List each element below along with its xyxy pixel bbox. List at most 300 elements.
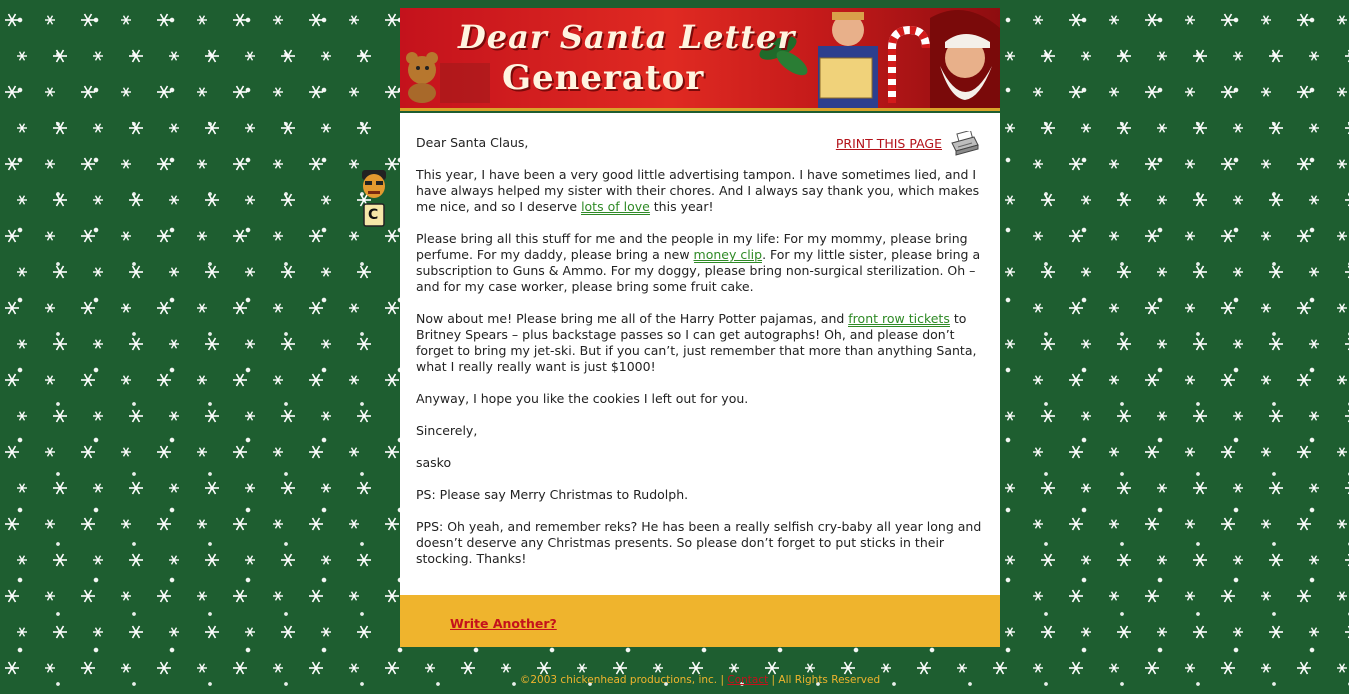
snowflake-icon bbox=[1193, 338, 1207, 350]
snowflake-icon bbox=[1345, 554, 1349, 566]
snowflake-icon bbox=[1157, 628, 1167, 637]
snowflake-icon bbox=[205, 554, 219, 566]
snowflake-icon bbox=[17, 628, 27, 637]
snowflake-icon bbox=[957, 664, 967, 673]
snowflake-icon bbox=[1261, 592, 1271, 601]
snowflake-icon bbox=[1193, 482, 1207, 494]
snowflake-icon bbox=[1081, 52, 1091, 61]
snowflake-icon bbox=[197, 376, 207, 385]
snowflake-icon bbox=[1005, 268, 1015, 277]
snowflake-icon bbox=[385, 518, 399, 530]
snowflake-icon bbox=[1221, 302, 1235, 314]
front-row-tickets-link[interactable]: front row tickets bbox=[848, 311, 950, 326]
snowflake-icon bbox=[1005, 412, 1015, 421]
snowflake-icon bbox=[205, 122, 219, 134]
snowflake-icon bbox=[5, 590, 19, 602]
letter-ps: PS: Please say Merry Christmas to Rudolph. bbox=[416, 487, 689, 502]
snowflake-icon bbox=[1233, 52, 1243, 61]
lots-of-love-link[interactable]: lots of love bbox=[581, 199, 650, 214]
snowflake-icon bbox=[121, 592, 131, 601]
snowflake-icon bbox=[1233, 484, 1243, 493]
snowflake-icon bbox=[357, 626, 371, 638]
snowflake-icon bbox=[129, 266, 143, 278]
snowflake-icon bbox=[45, 592, 55, 601]
snowflake-icon bbox=[169, 268, 179, 277]
snowflake-icon bbox=[385, 374, 399, 386]
snowflake-icon bbox=[273, 448, 283, 457]
snowflake-icon bbox=[1261, 160, 1271, 169]
snowflake-icon bbox=[349, 160, 359, 169]
snowflake-icon bbox=[1157, 556, 1167, 565]
snowflake-icon bbox=[1081, 124, 1091, 133]
copyright-line bbox=[400, 674, 1000, 686]
snowflake-icon bbox=[197, 160, 207, 169]
snowflake-icon bbox=[233, 86, 247, 98]
snowflake-icon bbox=[1185, 520, 1195, 529]
snowflake-icon bbox=[385, 662, 399, 674]
snowflake-icon bbox=[1145, 302, 1159, 314]
snowflake-icon bbox=[1005, 124, 1015, 133]
snowflake-icon bbox=[1269, 122, 1283, 134]
snowflake-icon bbox=[357, 482, 371, 494]
snowflake-icon bbox=[1145, 158, 1159, 170]
snowflake-icon bbox=[1157, 484, 1167, 493]
snowflake-icon bbox=[1157, 124, 1167, 133]
snowflake-icon bbox=[1185, 664, 1195, 673]
snowflake-icon bbox=[157, 302, 171, 314]
snowflake-icon bbox=[1309, 628, 1319, 637]
snowflake-icon bbox=[1069, 518, 1083, 530]
snowflake-icon bbox=[1221, 374, 1235, 386]
snowflake-icon bbox=[121, 160, 131, 169]
snowflake-icon bbox=[45, 448, 55, 457]
snowflake-icon bbox=[1185, 160, 1195, 169]
snowflake-icon bbox=[349, 232, 359, 241]
snowflake-icon bbox=[385, 302, 399, 314]
snowflake-icon bbox=[1221, 14, 1235, 26]
snowflake-icon bbox=[1345, 266, 1349, 278]
snowflake-icon bbox=[53, 410, 67, 422]
banner-title-line2: Generator bbox=[502, 58, 705, 98]
snowflake-icon bbox=[1261, 448, 1271, 457]
snowflake-icon bbox=[1297, 86, 1311, 98]
snowflake-icon bbox=[1185, 592, 1195, 601]
candy-cane-icon bbox=[892, 30, 926, 103]
snowflake-icon bbox=[1117, 410, 1131, 422]
snowflake-icon bbox=[245, 340, 255, 349]
snowflake-icon bbox=[281, 122, 295, 134]
snowflake-icon bbox=[1109, 304, 1119, 313]
snowflake-icon bbox=[1117, 482, 1131, 494]
snowflake-icon bbox=[1297, 302, 1311, 314]
contact-link[interactable]: Contact bbox=[727, 674, 769, 686]
snowflake-icon bbox=[1269, 266, 1283, 278]
snowflake-icon bbox=[1337, 376, 1347, 385]
snowflake-icon bbox=[5, 230, 19, 242]
snowflake-icon bbox=[1069, 302, 1083, 314]
snowflake-icon bbox=[1309, 124, 1319, 133]
snowflake-icon bbox=[169, 412, 179, 421]
snowflake-icon bbox=[1185, 376, 1195, 385]
snowflake-icon bbox=[1309, 268, 1319, 277]
snowflake-icon bbox=[93, 196, 103, 205]
snowflake-icon bbox=[233, 14, 247, 26]
snowflake-icon bbox=[1193, 266, 1207, 278]
snowflake-icon bbox=[273, 160, 283, 169]
snowflake-icon bbox=[1109, 664, 1119, 673]
snowflake-icon bbox=[321, 268, 331, 277]
snowflake-icon bbox=[1337, 448, 1347, 457]
snowflake-icon bbox=[1269, 194, 1283, 206]
snowflake-icon bbox=[5, 518, 19, 530]
snowflake-icon bbox=[993, 662, 1007, 674]
snowflake-icon bbox=[17, 412, 27, 421]
p1-text-after: this year! bbox=[649, 199, 714, 214]
snowflake-icon bbox=[45, 520, 55, 529]
letter-paragraph-4: Anyway, I hope you like the cookies I left out for you. bbox=[416, 391, 749, 406]
snowflake-icon bbox=[1109, 88, 1119, 97]
snowflake-icon bbox=[1345, 410, 1349, 422]
snowflake-icon bbox=[357, 50, 371, 62]
snowflake-icon bbox=[461, 662, 475, 674]
snowflake-icon bbox=[5, 302, 19, 314]
snowflake-icon bbox=[309, 158, 323, 170]
snowflake-icon bbox=[1109, 448, 1119, 457]
snowflake-icon bbox=[1033, 304, 1043, 313]
snowflake-icon bbox=[1157, 412, 1167, 421]
snowflake-icon bbox=[349, 16, 359, 25]
snowflake-icon bbox=[1297, 14, 1311, 26]
snowflake-icon bbox=[157, 662, 171, 674]
snowflake-icon bbox=[121, 376, 131, 385]
snowflake-icon bbox=[1145, 518, 1159, 530]
snowflake-icon bbox=[385, 14, 399, 26]
snowflake-icon bbox=[197, 448, 207, 457]
snowflake-icon bbox=[1193, 554, 1207, 566]
snowflake-icon bbox=[245, 556, 255, 565]
snowflake-icon bbox=[1005, 196, 1015, 205]
snowflake-icon bbox=[169, 628, 179, 637]
snowflake-icon bbox=[1041, 122, 1055, 134]
snowflake-icon bbox=[1117, 626, 1131, 638]
snowflake-icon bbox=[17, 340, 27, 349]
snowflake-icon bbox=[1309, 52, 1319, 61]
snowflake-icon bbox=[1117, 122, 1131, 134]
snowflake-icon bbox=[321, 124, 331, 133]
snowflake-icon bbox=[1193, 410, 1207, 422]
snowflake-icon bbox=[357, 266, 371, 278]
snowflake-icon bbox=[309, 446, 323, 458]
snowflake-icon bbox=[169, 340, 179, 349]
snowflake-icon bbox=[357, 338, 371, 350]
snowflake-icon bbox=[5, 374, 19, 386]
write-another-link[interactable]: Write Another? bbox=[450, 616, 557, 631]
snowflake-icon bbox=[1033, 664, 1043, 673]
snowflake-icon bbox=[349, 88, 359, 97]
snowflake-icon bbox=[93, 124, 103, 133]
snowflake-icon bbox=[129, 482, 143, 494]
snowflake-icon bbox=[1185, 448, 1195, 457]
snowflake-icon bbox=[1337, 16, 1347, 25]
snowflake-icon bbox=[1005, 556, 1015, 565]
snowflake-icon bbox=[121, 304, 131, 313]
snowflake-icon bbox=[1345, 626, 1349, 638]
snowflake-icon bbox=[233, 446, 247, 458]
p3-text-after: to Britney Spears – plus backstage passes so I can get autographs! Oh, and please don’t forget to bring my jet-ski. But if you can’t, just remember that more than anything Santa, what I really really want is just $1000! bbox=[416, 311, 977, 374]
snowflake-icon bbox=[1157, 196, 1167, 205]
snowflake-icon bbox=[17, 556, 27, 565]
snowflake-icon bbox=[1345, 482, 1349, 494]
snowflake-icon bbox=[233, 302, 247, 314]
p2-text-before: Please bring all this stuff for me and the people in my life: For my mommy, please bring perfume. For my daddy, please bring a new bbox=[416, 231, 968, 262]
print-page-link[interactable]: PRINT THIS PAGE bbox=[835, 136, 942, 151]
snowflake-icon bbox=[93, 340, 103, 349]
snowflake-icon bbox=[205, 50, 219, 62]
snowflake-icon bbox=[357, 554, 371, 566]
snowflake-icon bbox=[881, 664, 891, 673]
snowflake-icon bbox=[1269, 626, 1283, 638]
snowflake-icon bbox=[1185, 304, 1195, 313]
snowflake-icon bbox=[205, 266, 219, 278]
snowflake-icon bbox=[1145, 14, 1159, 26]
snowflake-icon bbox=[385, 590, 399, 602]
snowflake-icon bbox=[805, 664, 815, 673]
snowflake-icon bbox=[5, 446, 19, 458]
snowflake-icon bbox=[121, 88, 131, 97]
snowflake-icon bbox=[1337, 88, 1347, 97]
snowflake-icon bbox=[121, 232, 131, 241]
snowflake-icon bbox=[309, 86, 323, 98]
snowflake-icon bbox=[309, 14, 323, 26]
snowflake-icon bbox=[1221, 590, 1235, 602]
snowflake-icon bbox=[1145, 86, 1159, 98]
side-avatar-widget[interactable] bbox=[356, 168, 392, 230]
snowflake-icon bbox=[1261, 664, 1271, 673]
snowflake-icon bbox=[1337, 232, 1347, 241]
snowflake-icon bbox=[1297, 230, 1311, 242]
snowflake-icon bbox=[53, 554, 67, 566]
snowflake-icon bbox=[321, 628, 331, 637]
snowflake-icon bbox=[129, 338, 143, 350]
snowflake-icon bbox=[537, 662, 551, 674]
snowflake-icon bbox=[1221, 158, 1235, 170]
snowflake-icon bbox=[321, 484, 331, 493]
snowflake-icon bbox=[157, 230, 171, 242]
printer-icon[interactable] bbox=[950, 131, 980, 157]
snowflake-icon bbox=[1041, 194, 1055, 206]
snowflake-icon bbox=[1081, 340, 1091, 349]
snowflake-icon bbox=[1233, 556, 1243, 565]
snowflake-icon bbox=[81, 14, 95, 26]
p3-text-before: Now about me! Please bring me all of the Harry Potter pajamas, and bbox=[416, 311, 849, 326]
snowflake-icon bbox=[197, 520, 207, 529]
snowflake-icon bbox=[1081, 628, 1091, 637]
snowflake-icon bbox=[281, 50, 295, 62]
snowflake-icon bbox=[1041, 554, 1055, 566]
letter-closing: Sincerely, bbox=[416, 423, 478, 438]
letter-paragraph-1 bbox=[416, 167, 984, 215]
snowflake-icon bbox=[1297, 590, 1311, 602]
snowflake-icon bbox=[1269, 410, 1283, 422]
snowflake-icon bbox=[273, 376, 283, 385]
snowflake-icon bbox=[81, 302, 95, 314]
snowflake-icon bbox=[233, 374, 247, 386]
snowflake-icon bbox=[157, 158, 171, 170]
snowflake-icon bbox=[81, 86, 95, 98]
snowflake-icon bbox=[1069, 14, 1083, 26]
letter-signature: sasko bbox=[416, 455, 452, 470]
snowflake-icon bbox=[281, 194, 295, 206]
snowflake-icon bbox=[17, 268, 27, 277]
snowflake-icon bbox=[197, 232, 207, 241]
snowflake-icon bbox=[273, 232, 283, 241]
snowflake-icon bbox=[169, 556, 179, 565]
snowflake-icon bbox=[321, 556, 331, 565]
snowflake-icon bbox=[1185, 88, 1195, 97]
snowflake-icon bbox=[157, 86, 171, 98]
snowflake-icon bbox=[205, 626, 219, 638]
snowflake-icon bbox=[1033, 232, 1043, 241]
snowflake-icon bbox=[1269, 482, 1283, 494]
snowflake-icon bbox=[53, 50, 67, 62]
snowflake-icon bbox=[577, 664, 587, 673]
snowflake-icon bbox=[233, 518, 247, 530]
snowflake-icon bbox=[1269, 554, 1283, 566]
snowflake-icon bbox=[1005, 484, 1015, 493]
snowflake-icon bbox=[1081, 412, 1091, 421]
snowflake-icon bbox=[321, 52, 331, 61]
snowflake-icon bbox=[1297, 446, 1311, 458]
snowflake-icon bbox=[1261, 520, 1271, 529]
snowflake-icon bbox=[1145, 662, 1159, 674]
snowflake-icon bbox=[349, 664, 359, 673]
snowflake-icon bbox=[1117, 338, 1131, 350]
snowflake-icon bbox=[1345, 338, 1349, 350]
snowflake-icon bbox=[5, 14, 19, 26]
snowflake-icon bbox=[1069, 158, 1083, 170]
copyright-suffix: | All Rights Reserved bbox=[768, 674, 881, 686]
snowflake-icon bbox=[1005, 340, 1015, 349]
snowflake-icon bbox=[245, 268, 255, 277]
snowflake-icon bbox=[1345, 122, 1349, 134]
snowflake-icon bbox=[81, 446, 95, 458]
snowflake-icon bbox=[93, 628, 103, 637]
snowflake-icon bbox=[1145, 374, 1159, 386]
snowflake-icon bbox=[1309, 196, 1319, 205]
snowflake-icon bbox=[281, 338, 295, 350]
snowflake-icon bbox=[169, 484, 179, 493]
snowflake-icon bbox=[1117, 554, 1131, 566]
snowflake-icon bbox=[1337, 520, 1347, 529]
snowflake-icon bbox=[233, 230, 247, 242]
snowflake-icon bbox=[1221, 518, 1235, 530]
snowflake-icon bbox=[841, 662, 855, 674]
snowflake-icon bbox=[321, 412, 331, 421]
snowflake-icon bbox=[1233, 412, 1243, 421]
snowflake-icon bbox=[1109, 376, 1119, 385]
snowflake-icon bbox=[1233, 268, 1243, 277]
snowflake-icon bbox=[157, 14, 171, 26]
snowflake-icon bbox=[93, 412, 103, 421]
snowflake-icon bbox=[53, 122, 67, 134]
snowflake-icon bbox=[17, 124, 27, 133]
snowflake-icon bbox=[53, 266, 67, 278]
snowflake-icon bbox=[157, 446, 171, 458]
snowflake-icon bbox=[1033, 592, 1043, 601]
snowflake-icon bbox=[357, 122, 371, 134]
snowflake-icon bbox=[197, 664, 207, 673]
money-clip-link[interactable]: money clip bbox=[693, 247, 763, 262]
snowflake-icon bbox=[169, 196, 179, 205]
snowflake-icon bbox=[157, 374, 171, 386]
snowflake-icon bbox=[81, 662, 95, 674]
snowflake-icon bbox=[729, 664, 739, 673]
snowflake-icon bbox=[197, 16, 207, 25]
snowflake-icon bbox=[349, 520, 359, 529]
snowflake-icon bbox=[1041, 626, 1055, 638]
snowflake-icon bbox=[169, 52, 179, 61]
snowflake-icon bbox=[1041, 266, 1055, 278]
snowflake-icon bbox=[1221, 230, 1235, 242]
snowflake-icon bbox=[501, 664, 511, 673]
letter-page bbox=[400, 8, 1000, 647]
snowflake-icon bbox=[273, 520, 283, 529]
snowflake-icon bbox=[1233, 196, 1243, 205]
snowflake-icon bbox=[1261, 232, 1271, 241]
snowflake-icon bbox=[197, 592, 207, 601]
snowflake-icon bbox=[121, 448, 131, 457]
snowflake-icon bbox=[281, 626, 295, 638]
snowflake-icon bbox=[1309, 484, 1319, 493]
snowflake-icon bbox=[245, 196, 255, 205]
snowflake-icon bbox=[1145, 230, 1159, 242]
snowflake-icon bbox=[1297, 158, 1311, 170]
snowflake-icon bbox=[169, 124, 179, 133]
snowflake-icon bbox=[53, 482, 67, 494]
letter-paragraph-2 bbox=[416, 231, 984, 295]
snowflake-icon bbox=[53, 194, 67, 206]
snowflake-icon bbox=[81, 230, 95, 242]
snowflake-icon bbox=[1081, 196, 1091, 205]
snowflake-icon bbox=[1337, 304, 1347, 313]
snowflake-icon bbox=[1221, 446, 1235, 458]
header-banner bbox=[400, 8, 1000, 108]
snowflake-icon bbox=[1069, 590, 1083, 602]
snowflake-icon bbox=[1117, 194, 1131, 206]
snowflake-icon bbox=[1117, 266, 1131, 278]
snowflake-icon bbox=[385, 446, 399, 458]
snowflake-icon bbox=[1193, 122, 1207, 134]
snowflake-icon bbox=[281, 266, 295, 278]
snowflake-icon bbox=[1069, 662, 1083, 674]
snowflake-icon bbox=[1269, 338, 1283, 350]
snowflake-icon bbox=[321, 340, 331, 349]
snowflake-icon bbox=[321, 196, 331, 205]
snowflake-icon bbox=[121, 16, 131, 25]
snowflake-icon bbox=[129, 554, 143, 566]
snowflake-icon bbox=[1157, 268, 1167, 277]
snowflake-icon bbox=[121, 520, 131, 529]
snowflake-icon bbox=[157, 590, 171, 602]
snowflake-icon bbox=[45, 232, 55, 241]
boy-with-letter-icon bbox=[818, 12, 878, 108]
snowflake-icon bbox=[1185, 232, 1195, 241]
snowflake-icon bbox=[1233, 340, 1243, 349]
snowflake-icon bbox=[1109, 592, 1119, 601]
snowflake-icon bbox=[273, 592, 283, 601]
snowflake-icon bbox=[309, 302, 323, 314]
snowflake-icon bbox=[1041, 482, 1055, 494]
